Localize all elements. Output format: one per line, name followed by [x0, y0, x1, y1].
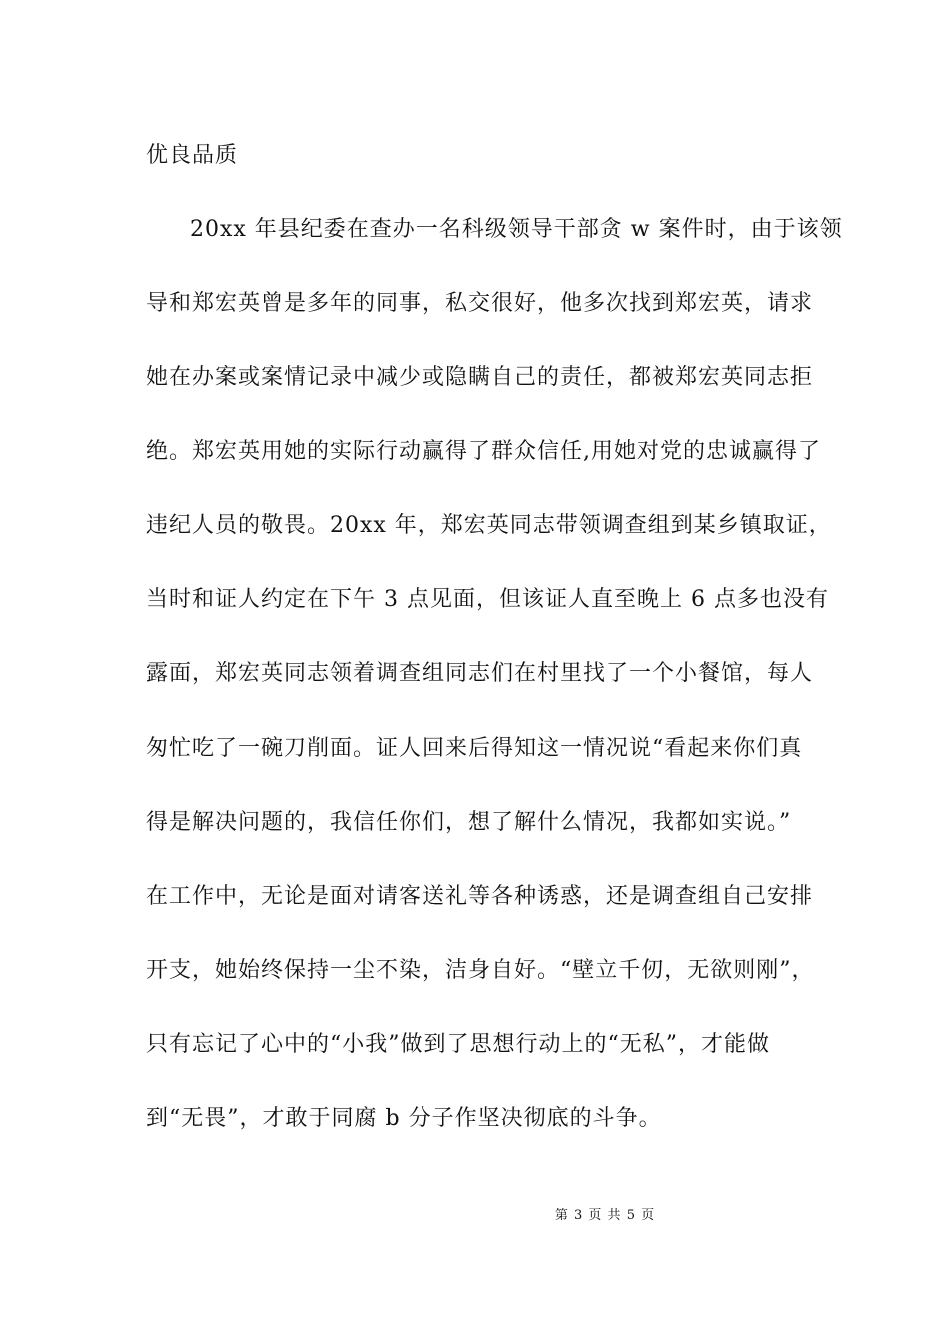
paragraph-line: 得是解决问题的，我信任你们，想了解什么情况，我都如实说。”: [146, 810, 792, 835]
paragraph-line: 导和郑宏英曾是多年的同事，私交很好，他多次找到郑宏英，请求: [146, 291, 814, 316]
paragraph-line: 到“无畏”，才敢于同腐 b 分子作坚决彻底的斗争。: [146, 1106, 662, 1131]
paragraph-line-heading: 优良品质: [146, 143, 239, 168]
paragraph-line: 露面，郑宏英同志领着调查组同志们在村里找了一个小餐馆，每人: [146, 661, 814, 686]
paragraph-line: 匆忙吃了一碗刀削面。证人回来后得知这一情况说“看起来你们真: [146, 736, 803, 761]
paragraph-line: 当时和证人约定在下午 3 点见面，但该证人直至晚上 6 点多也没有: [146, 587, 829, 612]
page-number-footer: 第 3 页 共 5 页: [554, 1208, 656, 1223]
paragraph-line: 在工作中，无论是面对请客送礼等各种诱惑，还是调查组自己安排: [146, 884, 814, 909]
paragraph-line: 绝。郑宏英用她的实际行动赢得了群众信任,用她对党的忠诚赢得了: [146, 439, 821, 464]
paragraph-line: 违纪人员的敬畏。20xx 年，郑宏英同志带领调查组到某乡镇取证，: [146, 513, 832, 538]
paragraph-line: 只有忘记了心中的“小我”做到了思想行动上的“无私”，才能做: [146, 1032, 770, 1057]
paragraph-line: 20xx 年县纪委在查办一名科级领导干部贪 w 案件时，由于该领: [190, 217, 843, 242]
paragraph-line: 她在办案或案情记录中减少或隐瞒自己的责任，都被郑宏英同志拒: [146, 365, 814, 390]
paragraph-line: 开支，她始终保持一尘不染，洁身自好。“壁立千仞，无欲则刚”，: [146, 958, 815, 983]
